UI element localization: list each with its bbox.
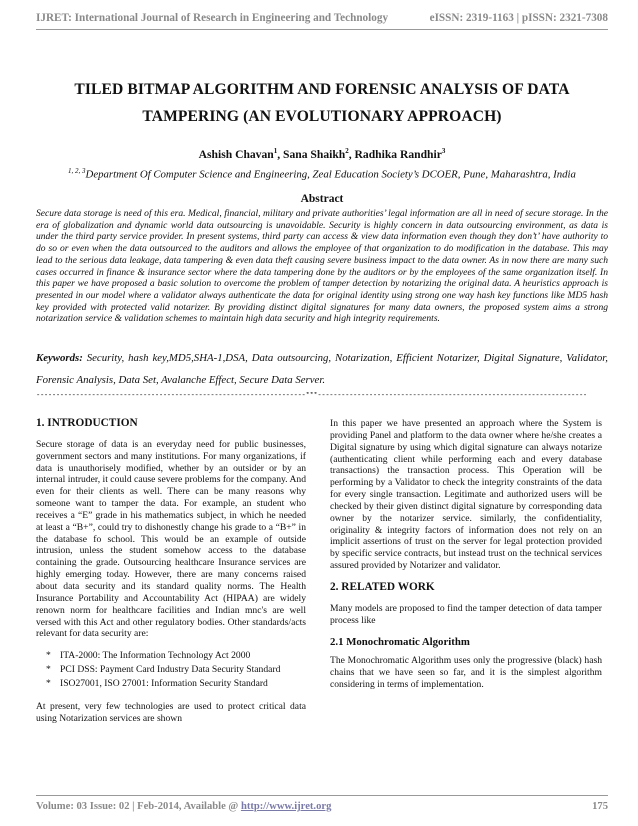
right-column — [330, 418, 602, 701]
author-3-mark: 3 — [441, 147, 446, 155]
standards-list — [36, 650, 306, 690]
keywords-text: Security, hash key,MD5,SHA-1,DSA, Data outsourcing, Notarization, Efficient Notarizer, Digital Signature, Validator, Forensic Analysis, Data Set, Avalanche Effect, Secure Data Server. — [36, 352, 608, 386]
title-line-2: TAMPERING (AN EVOLUTIONARY APPROACH) — [142, 108, 502, 125]
list-item — [46, 664, 306, 676]
section-separator: --------------------------------------------------------------------***-------------------------------------------------------------------- — [36, 392, 587, 400]
abstract-heading: Abstract — [300, 193, 344, 205]
affiliation-text: Department Of Computer Science and Engineering, Zeal Education Society’s DCOER, Pune, Maharashtra, India — [85, 168, 576, 181]
author-1-mark: 1 — [273, 147, 278, 155]
abstract-body: Secure data storage is need of this era. Medical, financial, military and private authorities’ legal information are all in need of secure storage. In the era of globalization and dynamic world data outsourcing is unavoidable. Security is highly concern in data outsourcing environment, as data is under the third party service provider. In present systems, third party can access & view data information even though they don’t’ have authority to do so or even when the data outsourced to the auditors and allows the employee of that organization to do modification in the database. This may lead to the serious data leakage, data tampering & even data theft causing severe business impact to the data owner. As in now there are many such cases occurred in finance & insurance sector where the data tampering done by the auditors or by the employees of the same organization itself. In this paper we have proposed a basic solution to overcome the problem of tamper detection by notarizing the original data. A heuristics approach is presented in our model where a validator always authenticate the data for original identity using strong one way hash key functions like MD5 hash key provided with protected valid notarizer. By providing distinct digital signatures for many data owners, the proposed system aims a strong notarization service & validation schemes to maintain high data security and high integrity requirements. — [36, 208, 608, 325]
bullet-icon: * — [46, 650, 51, 662]
author-1: Ashish Chavan — [198, 147, 274, 161]
author-3: Radhika Randhir — [354, 147, 442, 161]
footer-volume-text: Volume: 03 Issue: 02 | Feb-2014, Available @ — [36, 801, 241, 812]
author-sep-1: , — [277, 147, 284, 161]
affiliation-marks: 1, 2, 3 — [68, 167, 86, 175]
author-2: Sana Shaikh — [283, 147, 346, 161]
intro-paragraph-3: In this paper we have presented an approach where the System is providing Panel and platform to the data owner where he/she creates a Digital signature by using which digital signature can always notarize (authenticating client while performing each and every database transactions) the transaction process. This Operation will be performing by a Validator to check the integrity constraints of the data for every single transaction. Legitimate and authorized users will be checked by their given distinct digital signature by corresponding data owner by the notarizer service. similarly, the confidentiality, originality & integrity factors of information does not rely on an implicit assertions of trust on the server for legal protection provided by specific service contracts, but instead trust on the technical services assured provided by Notarizer and validator. — [330, 418, 602, 572]
list-item-text: ITA-2000: The Information Technology Act 2000 — [60, 650, 251, 662]
intro-paragraph-1: Secure storage of data is an everyday need for public businesses, government sectors and many institutions. For many organizations, if data is unauthorisely modified, whether by an outsider or by an internal intruder, it could cause severe problems for the company. And even for their clients as well. There can be many reasons why someone want to tamper the data. For example, an student who receives a “E” grade in his mathematics subject, in which he needed at least a “B+”, could try to dishonestly change his grade to a “B+” in the database fo school. This would be an example of outside intrusion, unless the student somehow access to the database containing the grade. Outsourcing healthcare Insurance services are highly emerging today. However, there are many concerns raised about data security and its standard quality norms. The Health Insurance Portability and Accountability Act (HIPAA) are widely renown norm for healthcare facilities and Indian mnc's are well versed with this Act and other regulatory bodies. Other standards/acts relevant for data security are: — [36, 438, 306, 640]
author-2-mark: 2 — [345, 147, 349, 155]
running-header — [36, 8, 608, 28]
list-item-text: ISO27001, ISO 27001: Information Security Standard — [60, 677, 268, 689]
intro-paragraph-2: At present, very few technologies are used to protect critical data using Notarization services are shown — [36, 700, 306, 724]
footer-rule — [36, 795, 608, 796]
list-item — [46, 678, 306, 690]
list-item — [46, 650, 306, 662]
header-rule — [36, 29, 608, 30]
affiliation — [36, 167, 608, 181]
journal-link[interactable]: http://www.ijret.org — [240, 801, 332, 812]
bullet-icon: * — [46, 677, 51, 689]
title-line-1: TILED BITMAP ALGORITHM AND FORENSIC ANALYSIS OF DATA — [74, 81, 570, 98]
journal-name: IJRET: International Journal of Research in Engineering and Technology — [36, 12, 389, 24]
footer-volume — [36, 801, 331, 812]
author-list — [36, 147, 608, 161]
issn: eISSN: 2319-1163 | pISSN: 2321-7308 — [429, 12, 608, 24]
related-work-paragraph: Many models are proposed to find the tamper detection of data tamper process like — [330, 602, 602, 626]
bullet-icon: * — [46, 664, 51, 676]
list-item-text: PCI DSS: Payment Card Industry Data Security Standard — [60, 664, 281, 676]
author-sep-2: , — [348, 147, 355, 161]
running-footer — [36, 801, 608, 812]
section-heading-related-work: 2. RELATED WORK — [330, 580, 435, 593]
section-heading-introduction: 1. INTRODUCTION — [36, 417, 138, 429]
subsection-heading-monochromatic: 2.1 Monochromatic Algorithm — [330, 635, 470, 648]
keywords — [36, 347, 608, 391]
keywords-label: Keywords: — [36, 352, 83, 364]
page-number: 175 — [592, 801, 608, 812]
paper-title — [40, 76, 604, 130]
monochromatic-paragraph: The Monochromatic Algorithm uses only the progressive (black) hash chains that we have seen so far, and it is the simplest algorithm considering in terms of implementation. — [330, 655, 602, 691]
left-column — [36, 418, 306, 734]
